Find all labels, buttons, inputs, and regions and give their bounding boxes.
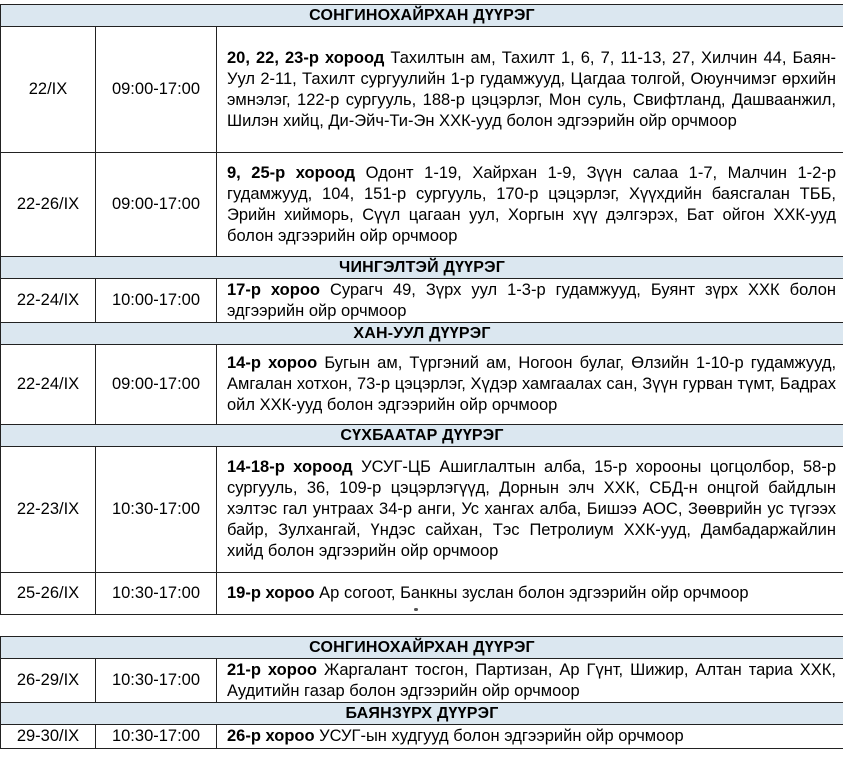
location-cell [217,659,843,703]
khoroo-label: 17-р хороо [227,280,321,299]
location-cell [217,27,843,153]
district-name: СҮХБААТАР ДҮҮРЭГ [1,425,843,447]
district-header-row [1,425,843,447]
district-name: ХАН-УУЛ ДҮҮРЭГ [1,323,843,345]
time-cell: 10:00-17:00 [96,279,217,323]
date-cell: 22/IX [1,27,96,153]
district-name: ЧИНГЭЛТЭЙ ДҮҮРЭГ [1,257,843,279]
places-text: Бугын ам, Түргэний ам, Ногоон булаг, Өлзийн 1-10-р гудамжууд, Амгалан хотхон, 73-р цэцэрлэг, Хүдэр хамгаалах сан, Зүүн гурван түмт, Бадрах ойл ХХК-ууд болон эдгээрийн ойр орчмоор [227,354,837,414]
schedule-row [1,153,843,257]
date-cell: 25-26/IX [1,573,96,615]
district-name: СОНГИНОХАЙРХАН ДҮҮРЭГ [1,637,843,659]
schedule-table-1-body [1,5,843,615]
khoroo-label: 20, 22, 23-р хороод [227,48,385,67]
khoroo-label: 26-р хороо [227,727,315,745]
khoroo-label: 21-р хороо [227,660,317,679]
schedule-row [1,447,843,573]
khoroo-label: 14-р хороо [227,354,318,372]
time-cell: 09:00-17:00 [96,153,217,257]
location-cell [217,279,843,323]
places-text: УСУГ-ЦБ Ашиглалтын алба, 15-р хорооны цогцолбор, 58-р сургууль, 36, 109-р цэцэрлэгүүд, Дорнын элч ХХК, СБД-н онцгой байдлын хэлтэс гал унтраах 34-р анги, Ус хангах алба, Бишээ АОС, Зөөврийн ус түгээх байр, Зулхангай, Үндэс сайхан, Тэс Петролиум ХХК-ууд, Дамбадаржайлин хийд болон эдгээрийн ойр орчмоор [227,458,837,560]
time-cell: 09:00-17:00 [96,345,217,425]
district-name: СОНГИНОХАЙРХАН ДҮҮРЭГ [1,5,843,27]
schedule-row [1,279,843,323]
places-text: Жаргалант тосгон, Партизан, Ар Гүнт, Шижир, Алтан тариа ХХК, Аудитийн газар болон эдгээрийн ойр орчмоор [227,660,837,700]
date-cell: 26-29/IX [1,659,96,703]
district-header-row [1,5,843,27]
district-header-row [1,703,843,725]
district-header-row [1,323,843,345]
page-break-mark [414,608,418,611]
date-cell: 22-23/IX [1,447,96,573]
district-header-row [1,257,843,279]
schedule-table-2-body [1,637,843,749]
location-cell [217,725,843,749]
schedule-row [1,345,843,425]
date-cell: 29-30/IX [1,725,96,749]
location-cell [217,447,843,573]
time-cell: 10:30-17:00 [96,447,217,573]
schedule-row [1,725,843,749]
time-cell: 09:00-17:00 [96,27,217,153]
time-cell: 10:30-17:00 [96,573,217,615]
places-text: Одонт 1-19, Хайрхан 1-9, Зүүн салаа 1-7, Малчин 1-2-р гудамжууд, 104, 151-р сургууль, 170-р цэцэрлэг, Хүүхдийн баясгалан ТББ, Эрийн хийморь, Сүүл цагаан уул, Хоргын хүү дэлгэрэх, Бат ойгон ХХК-ууд болон эдгээрийн ойр орчмоор [227,163,837,245]
district-name: БАЯНЗҮРХ ДҮҮРЭГ [1,703,843,725]
schedule-row [1,573,843,615]
schedule-row [1,27,843,153]
schedule-table-1 [0,4,843,615]
location-cell [217,153,843,257]
date-cell: 22-24/IX [1,279,96,323]
district-header-row [1,637,843,659]
schedule-table-2 [0,636,843,749]
location-cell [217,573,843,615]
places-text: УСУГ-ын худгууд болон эдгээрийн ойр орчмоор [314,727,684,745]
places-text: Сурагч 49, Зүрх уул 1-3-р гудамжууд, Буянт зүрх ХХК болон эдгээрийн ойр орчмоор [227,280,837,320]
time-cell: 10:30-17:00 [96,659,217,703]
khoroo-label: 19-р хороо [227,584,315,602]
places-text: Ар согоот, Банкны зуслан болон эдгээрийн ойр орчмоор [314,584,749,602]
khoroo-label: 14-18-р хороод [227,458,353,476]
khoroo-label: 9, 25-р хороод [227,163,356,182]
location-cell [217,345,843,425]
schedule-row [1,659,843,703]
date-cell: 22-24/IX [1,345,96,425]
date-cell: 22-26/IX [1,153,96,257]
places-text: Тахилтын ам, Тахилт 1, 6, 7, 11-13, 27, Хилчин 44, Баян-Уул 2-11, Тахилт сургуулийн 1-р гудамжууд, Цагдаа толгой, Оюунчимэг өрхийн эмнэлэг, 122-р сургууль, 188-р цэцэрлэг, Мон суль, Свифтланд, Дашваанжил, Шилэн хийц, Ди-Эйч-Ти-Эн ХХК-ууд болон эдгээрийн ойр орчмоор [227,48,837,130]
time-cell: 10:30-17:00 [96,725,217,749]
